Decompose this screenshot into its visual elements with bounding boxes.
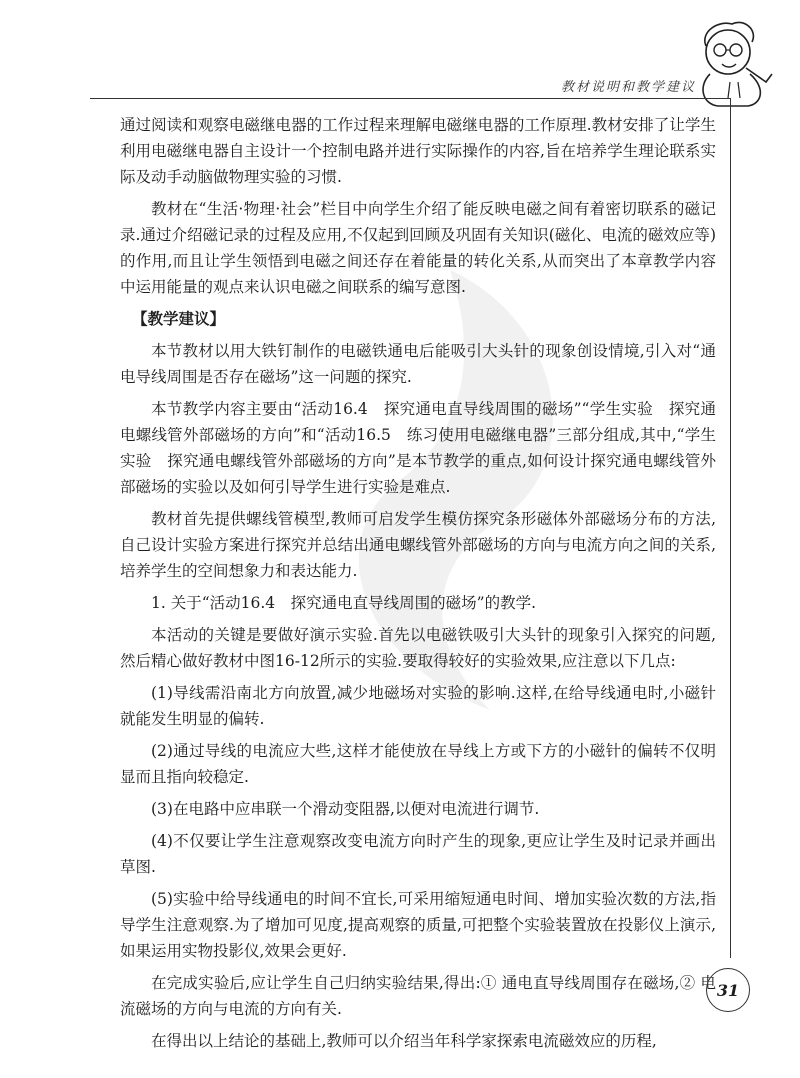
list-item: (1)导线需沿南北方向放置,减少地磁场对实验的影响.这样,在给导线通电时,小磁针就能发生明显的偏转. <box>120 684 716 728</box>
paragraph: 通过阅读和观察电磁继电器的工作过程来理解电磁继电器的工作原理.教材安排了让学生利用电磁继电器自主设计一个控制电路并进行实际操作的内容,旨在培养学生理论联系实际及动手动脑做物理实验的习惯. <box>120 116 716 186</box>
margin-rule <box>730 98 731 958</box>
paragraph: 在完成实验后,应让学生自己归纳实验结果,得出:① 通电直导线周围存在磁场,② 电流磁场的方向与电流的方向有关. <box>120 974 716 1018</box>
mascot-illustration <box>688 12 780 112</box>
paragraph: 本节教学内容主要由“活动16.4 探究通电直导线周围的磁场”“学生实验 探究通电螺线管外部磁场的方向”和“活动16.5 练习使用电磁继电器”三部分组成,其中,“学生实验 探究通电螺线管外部磁场的方向”是本节教学的重点,如何设计探究通电螺线管外部磁场的实验以及如何引导学生进行实验是难点. <box>120 400 716 496</box>
list-item: (4)不仅要让学生注意观察改变电流方向时产生的现象,更应让学生及时记录并画出草图. <box>120 832 716 876</box>
page-number: 31 <box>706 968 750 1012</box>
header-title: 教材说明和教学建议 <box>560 80 696 95</box>
subsection-heading: 1. 关于“活动16.4 探究通电直导线周围的磁场”的教学. <box>151 594 537 612</box>
paragraph: 在得出以上结论的基础上,教师可以介绍当年科学家探索电流磁效应的历程, <box>151 1032 657 1050</box>
paragraph: 教材首先提供螺线管模型,教师可启发学生模仿探究条形磁体外部磁场分布的方法,自己设计实验方案进行探究并总结出通电螺线管外部磁场的方向与电流方向之间的关系,培养学生的空间想象力和表达能力. <box>120 510 716 580</box>
paragraph: 本节教材以用大铁钉制作的电磁铁通电后能吸引大头针的现象创设情境,引入对“通电导线周围是否存在磁场”这一问题的探究. <box>120 342 716 386</box>
list-item: (2)通过导线的电流应大些,这样才能使放在导线上方或下方的小磁针的偏转不仅明显而且指向较稳定. <box>120 742 716 786</box>
section-heading: 【教学建议】 <box>132 309 226 328</box>
header-rule <box>90 98 730 99</box>
paragraph: 教材在“生活·物理·社会”栏目中向学生介绍了能反映电磁之间有着密切联系的磁记录.通过介绍磁记录的过程及应用,不仅起到回顾及巩固有关知识(磁化、电流的磁效应等)的作用,而且让学生领悟到电磁之间还存在着能量的转化关系,从而突出了本章教学内容中运用能量的观点来认识电磁之间联系的编写意图. <box>120 200 716 296</box>
list-item: (5)实验中给导线通电的时间不宜长,可采用缩短通电时间、增加实验次数的方法,指导学生注意观察.为了增加可见度,提高观察的质量,可把整个实验装置放在投影仪上演示,如果运用实物投影仪,效果会更好. <box>120 890 716 960</box>
paragraph: 本活动的关键是要做好演示实验.首先以电磁铁吸引大头针的现象引入探究的问题,然后精心做好教材中图16-12所示的实验.要取得较好的实验效果,应注意以下几点: <box>120 626 716 670</box>
body-text <box>120 112 716 1060</box>
list-item: (3)在电路中应串联一个滑动变阻器,以便对电流进行调节. <box>151 800 540 818</box>
